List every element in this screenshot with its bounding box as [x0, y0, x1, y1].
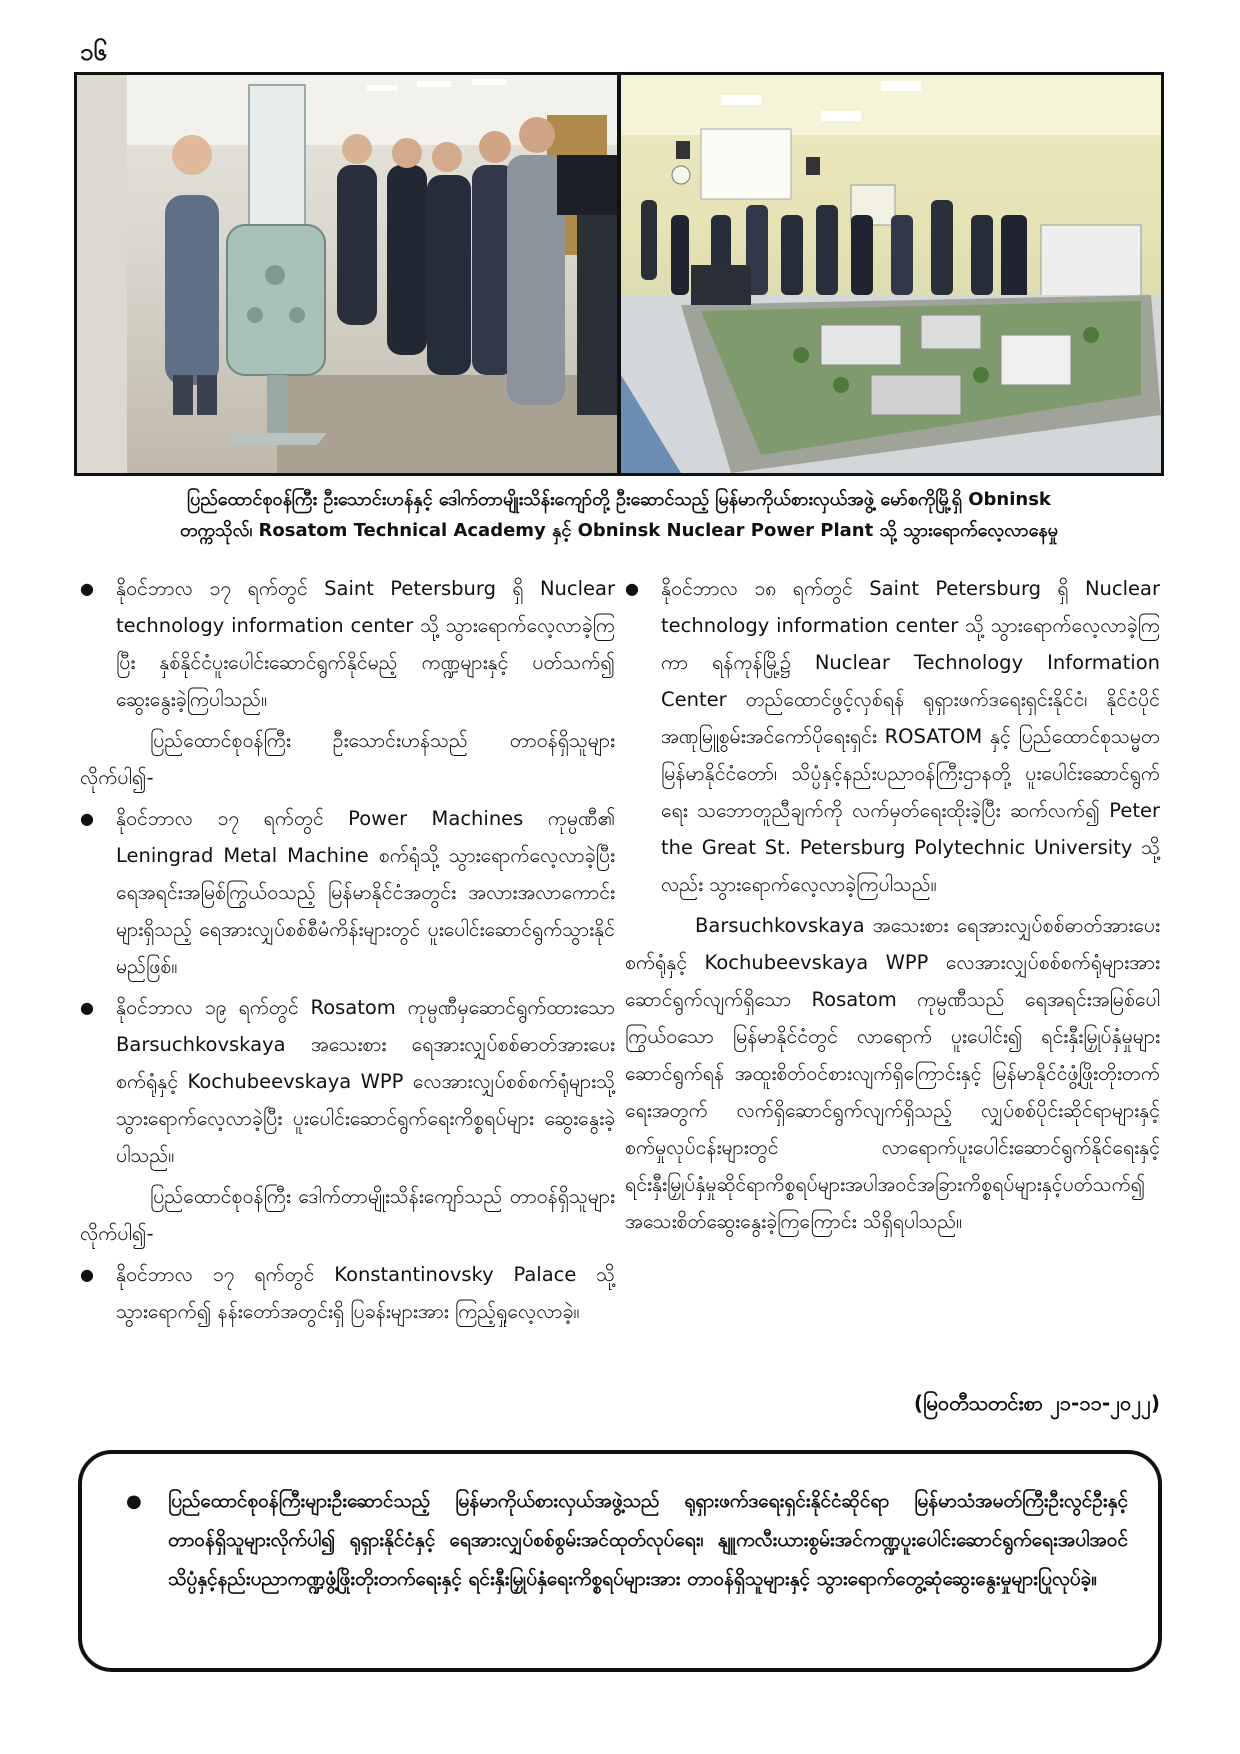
facility-model-photo: [621, 75, 1161, 473]
left-paragraph-2: ပြည်ထောင်စုဝန်ကြီး ဒေါက်တာမျိုးသိန်းကျော်သည် တာဝန်ရှိသူများလိုက်ပါ၍-: [80, 1185, 615, 1245]
photo-strip: [74, 72, 1164, 476]
summary-box: [78, 1450, 1162, 1672]
left-paragraph-1: ပြည်ထောင်စုဝန်ကြီး ဦးသောင်းဟန်သည် တာဝန်ရှိသူများလိုက်ပါ၍-: [80, 729, 615, 789]
facility-model-icon: [621, 75, 1161, 473]
left-bullet-3: ● နိုဝင်ဘာလ ၁၉ ရက်တွင် Rosatom ကုမ္ပဏီမှဆောင်ရွက်ထားသော Barsuchkovskaya အသေးစား ရေအားလျှပ်စစ်ဓာတ်အားပေးစက်ရုံနှင့် Kochubeevskaya WPP လေအားလျှပ်စစ်စက်ရုံများသို့ သွားရောက်လေ့လာခဲ့ပြီး ပူးပေါင်းဆောင်ရွက်ရေးကိစ္စရပ်များ ဆွေးနွေးခဲ့ပါသည်။: [80, 989, 615, 1174]
right-bullet-1: ● နိုဝင်ဘာလ ၁၈ ရက်တွင် Saint Petersburg ရှိ Nuclear technology information center သို့ သွားရောက်လေ့လာခဲ့ကြကာ ရန်ကုန်မြို့၌ Nuclear Technology Information Center တည်ထောင်ဖွင့်လှစ်ရန် ရုရှားဖက်ဒရေးရှင်းနိုင်ငံ၊ နိုင်ငံပိုင်အဏုမြူစွမ်းအင်ကော်ပိုရေးရှင်း ROSATOM နှင့် ပြည်ထောင်စုသမ္မတမြန်မာနိုင်ငံတော်၊ သိပ္ပံနှင့်နည်းပညာဝန်ကြီးဌာနတို့ ပူးပေါင်းဆောင်ရွက်ရေး သဘောတူညီချက်ကို လက်မှတ်ရေးထိုးခဲ့ပြီး ဆက်လက်၍ Peter the Great St. Petersburg Polytechnic University သို့လည်း သွားရောက်လေ့လာခဲ့ကြပါသည်။: [625, 570, 1160, 903]
caption-line-2: တက္ကသိုလ်၊ Rosatom Technical Academy နှင့် Obninsk Nuclear Power Plant သို့ သွားရောက်လေ့လာနေမှု: [180, 520, 1058, 541]
reactor-model-icon: [77, 75, 617, 473]
source-citation: (မြဝတီသတင်းစာ ၂၁-၁၁-၂၀၂၂): [913, 1391, 1160, 1415]
photo-caption: [74, 484, 1164, 546]
left-bullet-4: ● နိုဝင်ဘာလ ၁၇ ရက်တွင် Konstantinovsky Palace သို့ သွားရောက်၍ နန်းတော်အတွင်းရှိ ပြခန်းများအား ကြည့်ရှုလေ့လာခဲ့။: [80, 1256, 615, 1330]
right-column: [625, 570, 1160, 1244]
caption-line-1: ပြည်ထောင်စုဝန်ကြီး ဦးသောင်းဟန်နှင့် ဒေါက်တာမျိုးသိန်းကျော်တို့ ဦးဆောင်သည့် မြန်မာကိုယ်စားလှယ်အဖွဲ့ မော်စကိုမြို့ရှိ Obninsk: [187, 489, 1051, 510]
left-column: [80, 570, 615, 1334]
reactor-model-photo: [77, 75, 617, 473]
left-bullet-1: ● နိုဝင်ဘာလ ၁၇ ရက်တွင် Saint Petersburg ရှိ Nuclear technology information center သို့ သွားရောက်လေ့လာခဲ့ကြပြီး နှစ်နိုင်ငံပူးပေါင်းဆောင်ရွက်နိုင်မည့် ကဏ္ဍများနှင့် ပတ်သက်၍ ဆွေးနွေးခဲ့ကြပါသည်။: [80, 570, 615, 718]
right-paragraph-1: Barsuchkovskaya အသေးစား ရေအားလျှပ်စစ်ဓာတ်အားပေးစက်ရုံနှင့် Kochubeevskaya WPP လေအားလျှပ်စစ်စက်ရုံများအား ဆောင်ရွက်လျက်ရှိသော Rosatom ကုမ္ပဏီသည် ရေအရင်းအမြစ်ပေါကြွယ်ဝသော မြန်မာနိုင်ငံတွင် လာရောက် ပူးပေါင်း၍ ရင်းနှီးမြှုပ်နှံမှုများဆောင်ရွက်ရန် အထူးစိတ်ဝင်စားလျက်ရှိကြောင်းနှင့် မြန်မာနိုင်ငံဖွံ့ဖြိုးတိုးတက်ရေးအတွက် လက်ရှိဆောင်ရွက်လျက်ရှိသည့် လျှပ်စစ်ပိုင်းဆိုင်ရာများနှင့် စက်မှုလုပ်ငန်းများတွင် လာရောက်ပူးပေါင်းဆောင်ရွက်နိုင်ရေးနှင့် ရင်းနှီးမြှုပ်နှံမှုဆိုင်ရာကိစ္စရပ်များအပါအဝင်အခြားကိစ္စရပ်များနှင့်ပတ်သက်၍ အသေးစိတ်ဆွေးနွေးခဲ့ကြကြောင်း သိရှိရပါသည်။: [625, 914, 1160, 1233]
page-number: ၁၆: [80, 38, 107, 66]
left-bullet-2: ● နိုဝင်ဘာလ ၁၇ ရက်တွင် Power Machines ကုမ္ပဏီ၏ Leningrad Metal Machine စက်ရုံသို့ သွားရောက်လေ့လာခဲ့ပြီး ရေအရင်းအမြစ်ကြွယ်ဝသည့် မြန်မာနိုင်ငံအတွင်း အလားအလာကောင်းများရှိသည့် ရေအားလျှပ်စစ်စီမံကိန်းများတွင် ပူးပေါင်းဆောင်ရွက်သွားနိုင်မည်ဖြစ်။: [80, 800, 615, 985]
summary-text: ● ပြည်ထောင်စုဝန်ကြီးများဦးဆောင်သည့် မြန်မာကိုယ်စားလှယ်အဖွဲ့သည် ရုရှားဖက်ဒရေးရှင်းနိုင်ငံဆိုင်ရာ မြန်မာသံအမတ်ကြီးဦးလွင်ဦးနှင့် တာဝန်ရှိသူများလိုက်ပါ၍ ရုရှားနိုင်ငံနှင့် ရေအားလျှပ်စစ်စွမ်းအင်ထုတ်လုပ်ရေး၊ နျူကလီးယားစွမ်းအင်ကဏ္ဍပူးပေါင်းဆောင်ရွက်ရေးအပါအဝင် သိပ္ပံနှင့်နည်းပညာကဏ္ဍဖွံ့ဖြိုးတိုးတက်ရေးနှင့် ရင်းနှီးမြှုပ်နှံရေးကိစ္စရပ်များအား တာဝန်ရှိသူများနှင့် သွားရောက်တွေ့ဆုံဆွေးနွေးမှုများပြုလုပ်ခဲ့။: [112, 1482, 1128, 1599]
